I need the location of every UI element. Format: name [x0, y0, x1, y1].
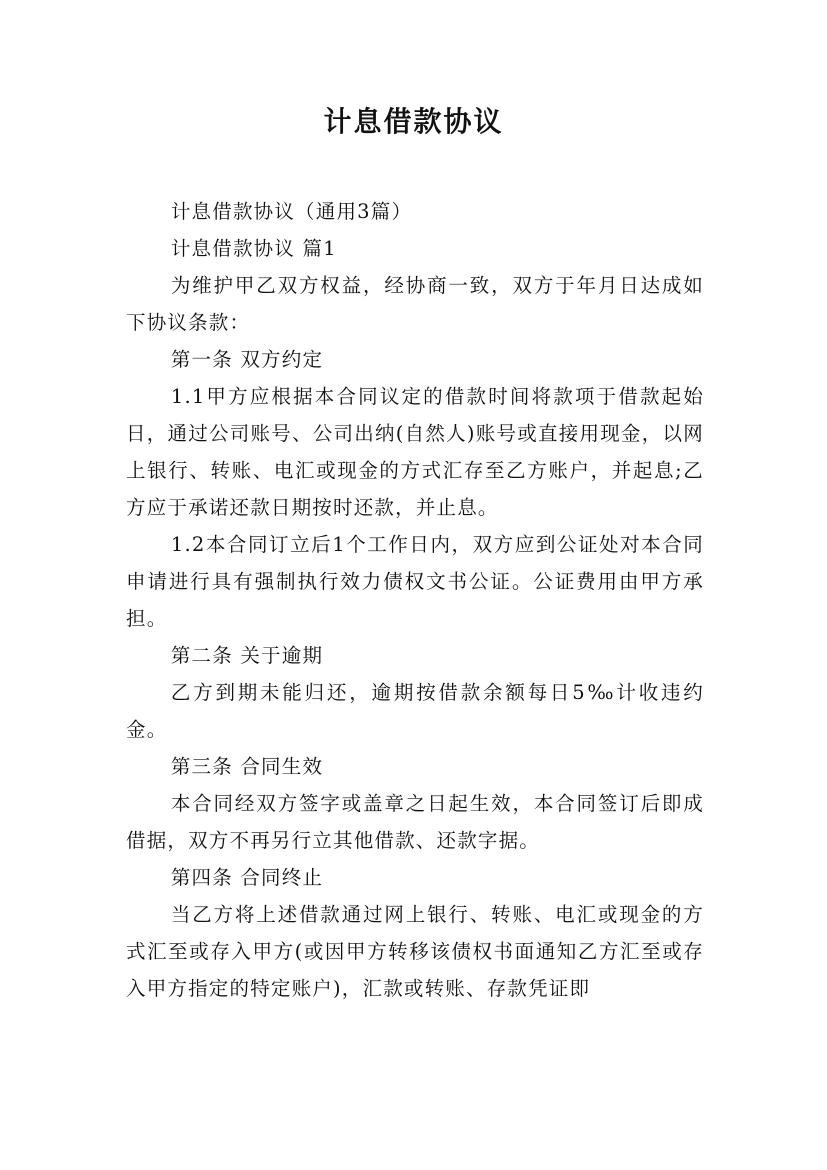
article-2-heading: 第二条 关于逾期 [170, 644, 324, 667]
article-4-paragraph: 当乙方将上述借款通过网上银行、转账、电汇或现金的方式汇至或存入甲方(或因甲方转移该债权书面通知乙方汇至或存入甲方指定的特定账户)，汇款或转账、存款凭证即 [126, 903, 704, 1000]
document-body [126, 193, 704, 1007]
article-4-heading: 第四条 合同终止 [170, 866, 324, 889]
article-3-heading: 第三条 合同生效 [170, 755, 324, 778]
article-3-paragraph: 本合同经双方签字或盖章之日起生效，本合同签订后即成借据，双方不再另行立其他借款、还款字据。 [126, 792, 704, 852]
subtitle-paragraph: 计息借款协议（通用3篇） [170, 200, 413, 223]
article-2-paragraph: 乙方到期未能归还，逾期按借款余额每日5‰计收违约金。 [126, 681, 704, 741]
clause-1-1-paragraph: 1.1甲方应根据本合同议定的借款时间将款项于借款起始日，通过公司账号、公司出纳(自然人)账号或直接用现金，以网上银行、转账、电汇或现金的方式汇存至乙方账户，并起息;乙方应于承诺还款日期按时还款，并止息。 [126, 385, 704, 519]
section-heading-part-1: 计息借款协议 篇1 [170, 237, 337, 260]
article-1-heading: 第一条 双方约定 [170, 348, 324, 371]
clause-1-2-paragraph: 1.2本合同订立后1个工作日内，双方应到公证处对本合同申请进行具有强制执行效力债权文书公证。公证费用由甲方承担。 [126, 533, 704, 630]
preamble-paragraph: 为维护甲乙双方权益，经协商一致，双方于年月日达成如下协议条款： [126, 274, 704, 334]
document-title: 计息借款协议 [323, 105, 504, 138]
